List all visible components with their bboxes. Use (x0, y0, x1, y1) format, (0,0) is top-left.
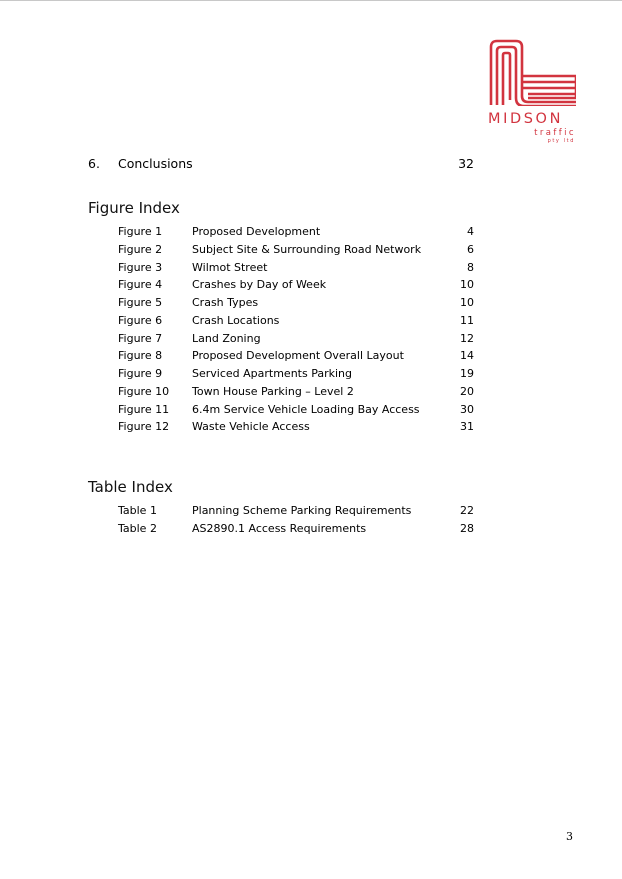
index-caption: Crashes by Day of Week (192, 278, 327, 292)
index-page: 12 (460, 331, 474, 345)
figure-index-entry[interactable] (118, 223, 474, 241)
figure-index-entry[interactable] (118, 347, 474, 365)
index-label: Figure 12 (118, 420, 170, 434)
index-page: 8 (467, 260, 474, 274)
index-page: 30 (460, 402, 474, 416)
logo-name: MIDSON (488, 111, 564, 127)
index-label: Figure 2 (118, 242, 163, 256)
section-title: Conclusions (118, 156, 193, 171)
index-caption: Crash Types (192, 296, 259, 309)
index-caption: Waste Vehicle Access (192, 420, 310, 434)
index-page: 4 (467, 225, 474, 238)
logo-subtitle: traffic (534, 128, 576, 138)
figure-index-list (118, 223, 474, 436)
top-rule (0, 0, 622, 1)
page-number: 3 (566, 830, 573, 843)
index-label: Figure 8 (118, 349, 163, 363)
table-index-list (118, 502, 474, 538)
index-caption: Wilmot Street (192, 260, 268, 274)
section-number: 6. (88, 156, 100, 171)
figure-index-entry[interactable] (118, 294, 474, 312)
index-page: 20 (460, 384, 474, 398)
index-label: Figure 7 (118, 331, 163, 345)
figure-index-entry[interactable] (118, 312, 474, 330)
index-page: 11 (460, 313, 474, 327)
table-index-entry[interactable] (118, 502, 474, 520)
index-caption: Serviced Apartments Parking (192, 367, 352, 380)
index-page: 31 (460, 420, 474, 434)
figure-index-entry[interactable] (118, 418, 474, 436)
index-label: Table 1 (118, 504, 157, 517)
index-caption: Proposed Development (192, 225, 321, 238)
index-label: Figure 9 (118, 367, 163, 380)
index-page: 6 (467, 242, 474, 256)
index-label: Figure 11 (118, 402, 170, 416)
figure-index-entry[interactable] (118, 330, 474, 348)
index-label: Figure 3 (118, 260, 163, 274)
table-index-heading: Table Index (88, 478, 173, 496)
index-label: Figure 10 (118, 384, 170, 398)
figure-index-entry[interactable] (118, 383, 474, 401)
index-page: 19 (460, 367, 474, 380)
index-page: 14 (460, 349, 474, 363)
index-caption: Town House Parking – Level 2 (192, 384, 354, 398)
index-caption: Crash Locations (192, 313, 280, 327)
table-index-entry[interactable] (118, 520, 474, 538)
figure-index-entry[interactable] (118, 276, 474, 294)
figure-index-entry[interactable] (118, 241, 474, 259)
index-caption: Planning Scheme Parking Requirements (192, 504, 412, 517)
figure-index-entry[interactable] (118, 401, 474, 419)
index-page: 22 (460, 504, 474, 517)
index-caption: Subject Site & Surrounding Road Network (192, 242, 422, 256)
index-label: Figure 1 (118, 225, 163, 238)
index-label: Figure 6 (118, 313, 163, 327)
index-page: 10 (460, 278, 474, 292)
company-logo (486, 38, 578, 148)
index-label: Figure 4 (118, 278, 163, 292)
index-caption: Proposed Development Overall Layout (192, 349, 404, 363)
toc-entry-conclusions[interactable] (88, 156, 474, 174)
section-page: 32 (458, 156, 474, 171)
index-caption: 6.4m Service Vehicle Loading Bay Access (192, 402, 420, 416)
index-page: 10 (460, 296, 474, 309)
figure-index-heading: Figure Index (88, 199, 180, 217)
figure-index-entry[interactable] (118, 365, 474, 383)
index-caption: Land Zoning (192, 331, 261, 345)
index-label: Figure 5 (118, 296, 163, 309)
index-label: Table 2 (118, 521, 157, 535)
logo-mark-icon (488, 38, 576, 106)
logo-company-type: pty ltd (547, 138, 575, 144)
index-caption: AS2890.1 Access Requirements (192, 521, 367, 535)
figure-index-entry[interactable] (118, 259, 474, 277)
index-page: 28 (460, 521, 474, 535)
